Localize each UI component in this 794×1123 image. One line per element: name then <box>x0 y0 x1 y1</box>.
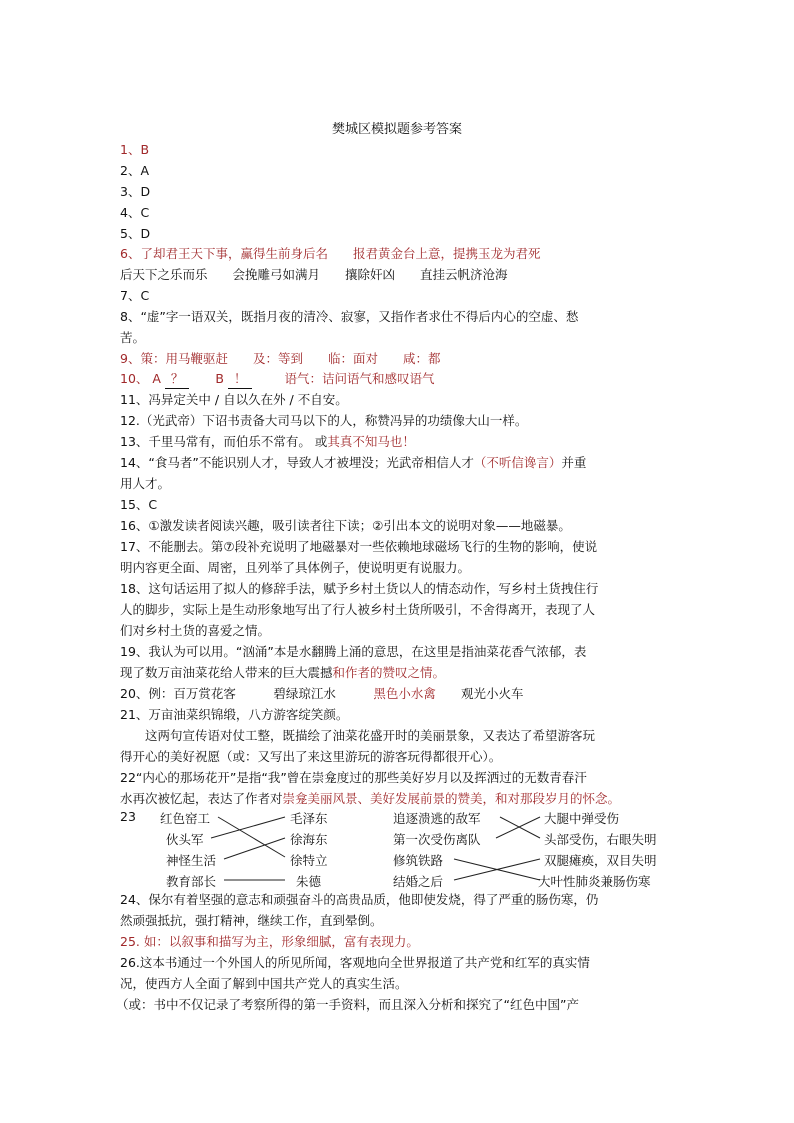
answer-18-line2: 人的脚步，实际上是生动形象地写出了行人被乡村土货所吸引，不舍得离开，表现了人 <box>120 602 596 617</box>
answer-19-a: 现了数万亩油菜花给人带来的巨大震撼 <box>120 665 333 680</box>
match-rr-2: 头部受伤，右眼失明 <box>544 832 657 847</box>
answer-13-alt: 其真不知马也！ <box>327 434 415 449</box>
answer-6-line2: 后天下之乐而乐 会挽雕弓如满月 攘除奸凶 直挂云帆济沧海 <box>120 267 508 282</box>
answer-3: 3、D <box>120 184 151 199</box>
page-title: 樊城区模拟题参考答案 <box>331 122 462 137</box>
answer-16: 16、①激发读者阅读兴趣，吸引读者往下读；②引出本文的说明对象——地磁暴。 <box>120 518 571 533</box>
answer-10-b-blank: ！ <box>228 370 253 389</box>
match-rr-1: 大腿中弹受伤 <box>544 811 620 826</box>
match-rl-3: 修筑铁路 <box>393 853 444 868</box>
match-rr-4: 大叶性肺炎兼肠伤寒 <box>538 874 651 889</box>
answer-26-line3: （或：书中不仅记录了考察所得的第一手资料，而且深入分析和探究了“红色中国”产 <box>116 997 579 1012</box>
answer-17-line2: 明内容更全面、周密，且列举了具体例子，使说明更有说服力。 <box>120 560 471 575</box>
answer-10-b-label: B <box>215 371 224 386</box>
match-left-4: 教育部长 <box>166 874 217 889</box>
answer-21-line2: 这两句宣传语对仗工整，既描绘了油菜花盛开时的美丽景象，又表达了希望游客玩 <box>120 728 596 743</box>
answer-14-red: （不听信谗言） <box>473 455 562 470</box>
answer-17-line1: 17、不能删去。第⑦段补充说明了地磁暴对一些依赖地球磁场飞行的生物的影响，使说 <box>120 539 598 554</box>
answer-21-line1: 21、万亩油菜织锦缎，八方游客绽笑颜。 <box>120 707 349 722</box>
answer-26-line2: 况，使西方人全面了解到中国共产党人的真实生活。 <box>120 976 408 991</box>
answer-18-line3: 们对乡村土货的喜爱之情。 <box>120 623 271 638</box>
answer-5: 5、D <box>120 226 151 241</box>
answer-7: 7、C <box>120 288 150 303</box>
answer-14-b: 并重 <box>561 455 587 470</box>
answer-20-a: 20、例：百万赏花客 碧绿琼江水 <box>120 686 374 701</box>
match-line <box>218 817 285 857</box>
match-rl-2: 第一次受伤离队 <box>393 832 481 847</box>
match-rl-1: 追逐溃逃的敌军 <box>393 811 481 826</box>
answer-8-line2: 苦。 <box>120 330 146 345</box>
answer-10-tone: 语气：诘问语气和感叹语气 <box>284 371 435 386</box>
answer-19-line1: 19、我认为可以用。“汹涌”本是水翻腾上涌的意思，在这里是指油菜花香气浓郁，表 <box>120 644 587 659</box>
answer-20-red: 黑色小水禽 <box>373 686 436 701</box>
answer-22-a: 水再次被忆起，表达了作者对 <box>120 791 283 806</box>
answer-8-line1: 8、“虚”字一语双关，既指月夜的清冷、寂寥，又指作者求仕不得后内心的空虚、愁 <box>120 309 579 324</box>
answer-24-line1: 24、保尔有着坚强的意志和顽强奋斗的高贵品质，他即使发烧，得了严重的肠伤寒，仍 <box>120 892 599 907</box>
answer-18-line1: 18、这句话运用了拟人的修辞手法，赋予乡村土货以人的情态动作，写乡村土货拽住行 <box>120 581 599 596</box>
match-mid-1: 毛泽东 <box>290 811 328 826</box>
answer-10-a-blank: ？ <box>165 370 190 389</box>
answer-1: 1、B <box>120 142 150 157</box>
answer-19-red: 和作者的赞叹之情。 <box>332 665 446 680</box>
answer-10-prefix: 10、 A <box>120 371 161 386</box>
match-mid-4: 朱德 <box>296 874 322 889</box>
match-left-1: 红色窑工 <box>160 811 211 826</box>
answer-22-red: 崇龛美丽风景、美好发展前景的赞美，和对那段岁月的怀念。 <box>282 791 621 806</box>
match-rl-4: 结婚之后 <box>393 874 444 889</box>
answer-11: 11、冯异定关中 / 自以久在外 / 不自安。 <box>120 392 348 407</box>
answer-26-line1: 26.这本书通过一个外国人的所见所闻，客观地向全世界报道了共产党和红军的真实情 <box>120 955 590 970</box>
answer-14-a: 14、“食马者”不能识别人才，导致人才被埋没；光武帝相信人才 <box>120 455 474 470</box>
match-mid-3: 徐特立 <box>290 853 328 868</box>
answer-25: 25. 如：以叙事和描写为主，形象细腻，富有表现力。 <box>120 934 419 949</box>
match-left-2: 伙头军 <box>166 832 204 847</box>
answer-2: 2、A <box>120 163 150 178</box>
match-rr-3: 双腿瘫痪，双目失明 <box>544 853 657 868</box>
match-left-3: 神怪生活 <box>166 853 217 868</box>
answer-14-line2: 用人才。 <box>120 476 171 491</box>
answer-24-line2: 然顽强抵抗，强打精神，继续工作，直到晕倒。 <box>120 913 383 928</box>
answer-13-main: 13、千里马常有，而伯乐不常有。 或 <box>120 434 328 449</box>
answer-9: 9、策：用马鞭驱赶 及：等到 临：面对 咸：都 <box>120 351 441 366</box>
answer-22-line1: 22“内心的那场花开”是指“我”曾在崇龛度过的那些美好岁月以及挥洒过的无数青春汗 <box>120 770 587 785</box>
answer-23-label: 23 <box>120 809 136 824</box>
answer-12: 12.（光武帝）下诏书责备大司马以下的人，称赞冯异的功绩像大山一样。 <box>120 413 528 428</box>
answer-20-b: 观光小火车 <box>435 686 524 701</box>
answer-15: 15、C <box>120 497 158 512</box>
answer-6-line1: 6、了却君王天下事，赢得生前身后名 报君黄金台上意，提携玉龙为君死 <box>120 246 541 261</box>
match-line <box>224 838 285 859</box>
answer-4: 4、C <box>120 205 150 220</box>
match-mid-2: 徐海东 <box>290 832 328 847</box>
answer-21-line3: 得开心的美好祝愿（或：又写出了来这里游玩的游客玩得都很开心）。 <box>120 749 502 764</box>
